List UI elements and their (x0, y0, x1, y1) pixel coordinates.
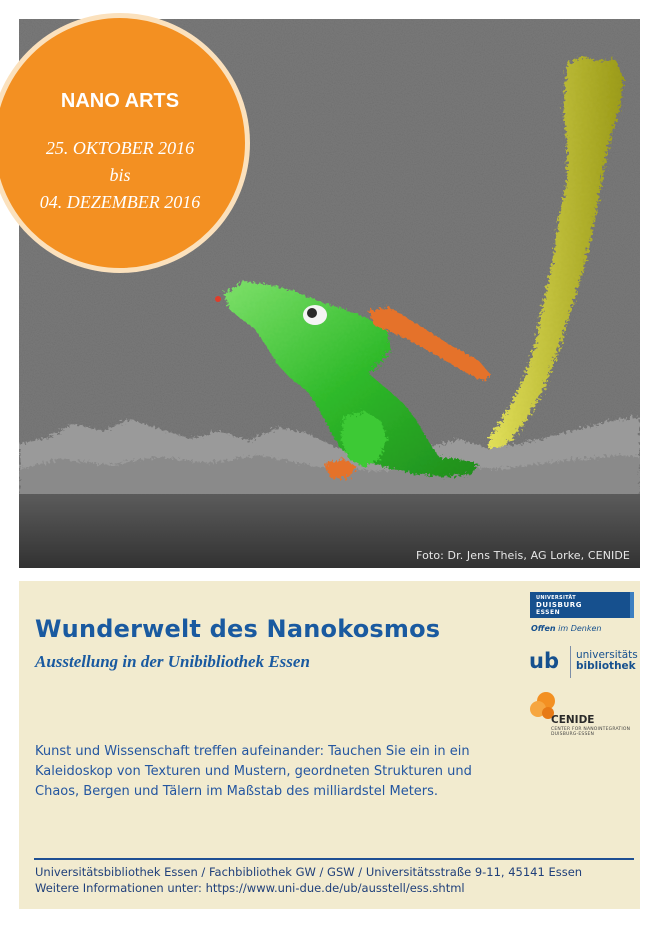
ude-logo (530, 592, 634, 618)
ude-tagline-bold: Offen (531, 624, 556, 633)
footer-divider (34, 858, 634, 860)
cenide-logo-name: CENIDE (551, 714, 595, 726)
ude-logo-line1: UNIVERSITÄT (536, 595, 576, 601)
ude-logo-stripe (630, 592, 634, 618)
badge-date-connector: bis (109, 165, 131, 185)
ub-logo-line1: universitäts (576, 649, 638, 661)
ude-logo-line2: DUISBURG (536, 601, 583, 609)
ub-logo-line2: bibliothek (576, 660, 636, 672)
ude-tagline-rest: im Denken (555, 624, 602, 633)
footer-info: Weitere Informationen unter: https://www.uni-due.de/ub/ausstell/ess.shtml (35, 881, 465, 895)
cenide-logo-sub2: DUISBURG-ESSEN (551, 732, 595, 737)
ude-tagline (531, 624, 601, 633)
exhibition-title: Wunderwelt des Nanokosmos (35, 615, 441, 643)
cenide-logo-subtitle (551, 727, 630, 737)
badge-date-end: 04. DEZEMBER 2016 (39, 192, 201, 212)
exhibition-description: Kunst und Wissenschaft treffen aufeinander: Tauchen Sie ein in ein Kaleidoskop von Texturen und Mustern, geordneten Strukturen und Chaos, Bergen und Tälern im Maßstab des milliardstel Meters. (35, 744, 472, 799)
badge-date-start: 25. OKTOBER 2016 (45, 138, 195, 158)
info-panel (19, 581, 640, 909)
date-badge (0, 13, 250, 273)
cenide-logo-sub1: CENTER FOR NANOINTEGRATION (551, 727, 631, 732)
ub-logo-name (576, 650, 638, 672)
footer-address: Universitätsbibliothek Essen / Fachbibliothek GW / GSW / Universitätsstraße 9-11, 45141 Essen (35, 865, 583, 879)
badge-title: NANO ARTS (60, 90, 180, 112)
frog-pupil (307, 308, 317, 318)
ub-logo-separator (570, 646, 571, 678)
ude-logo-line3: ESSEN (536, 609, 561, 616)
red-speck (215, 296, 221, 302)
ub-logo-mark: ub (529, 649, 559, 673)
exhibition-subtitle: Ausstellung in der Unibibliothek Essen (35, 652, 310, 671)
photo-credit: Foto: Dr. Jens Theis, AG Lorke, CENIDE (416, 549, 630, 562)
